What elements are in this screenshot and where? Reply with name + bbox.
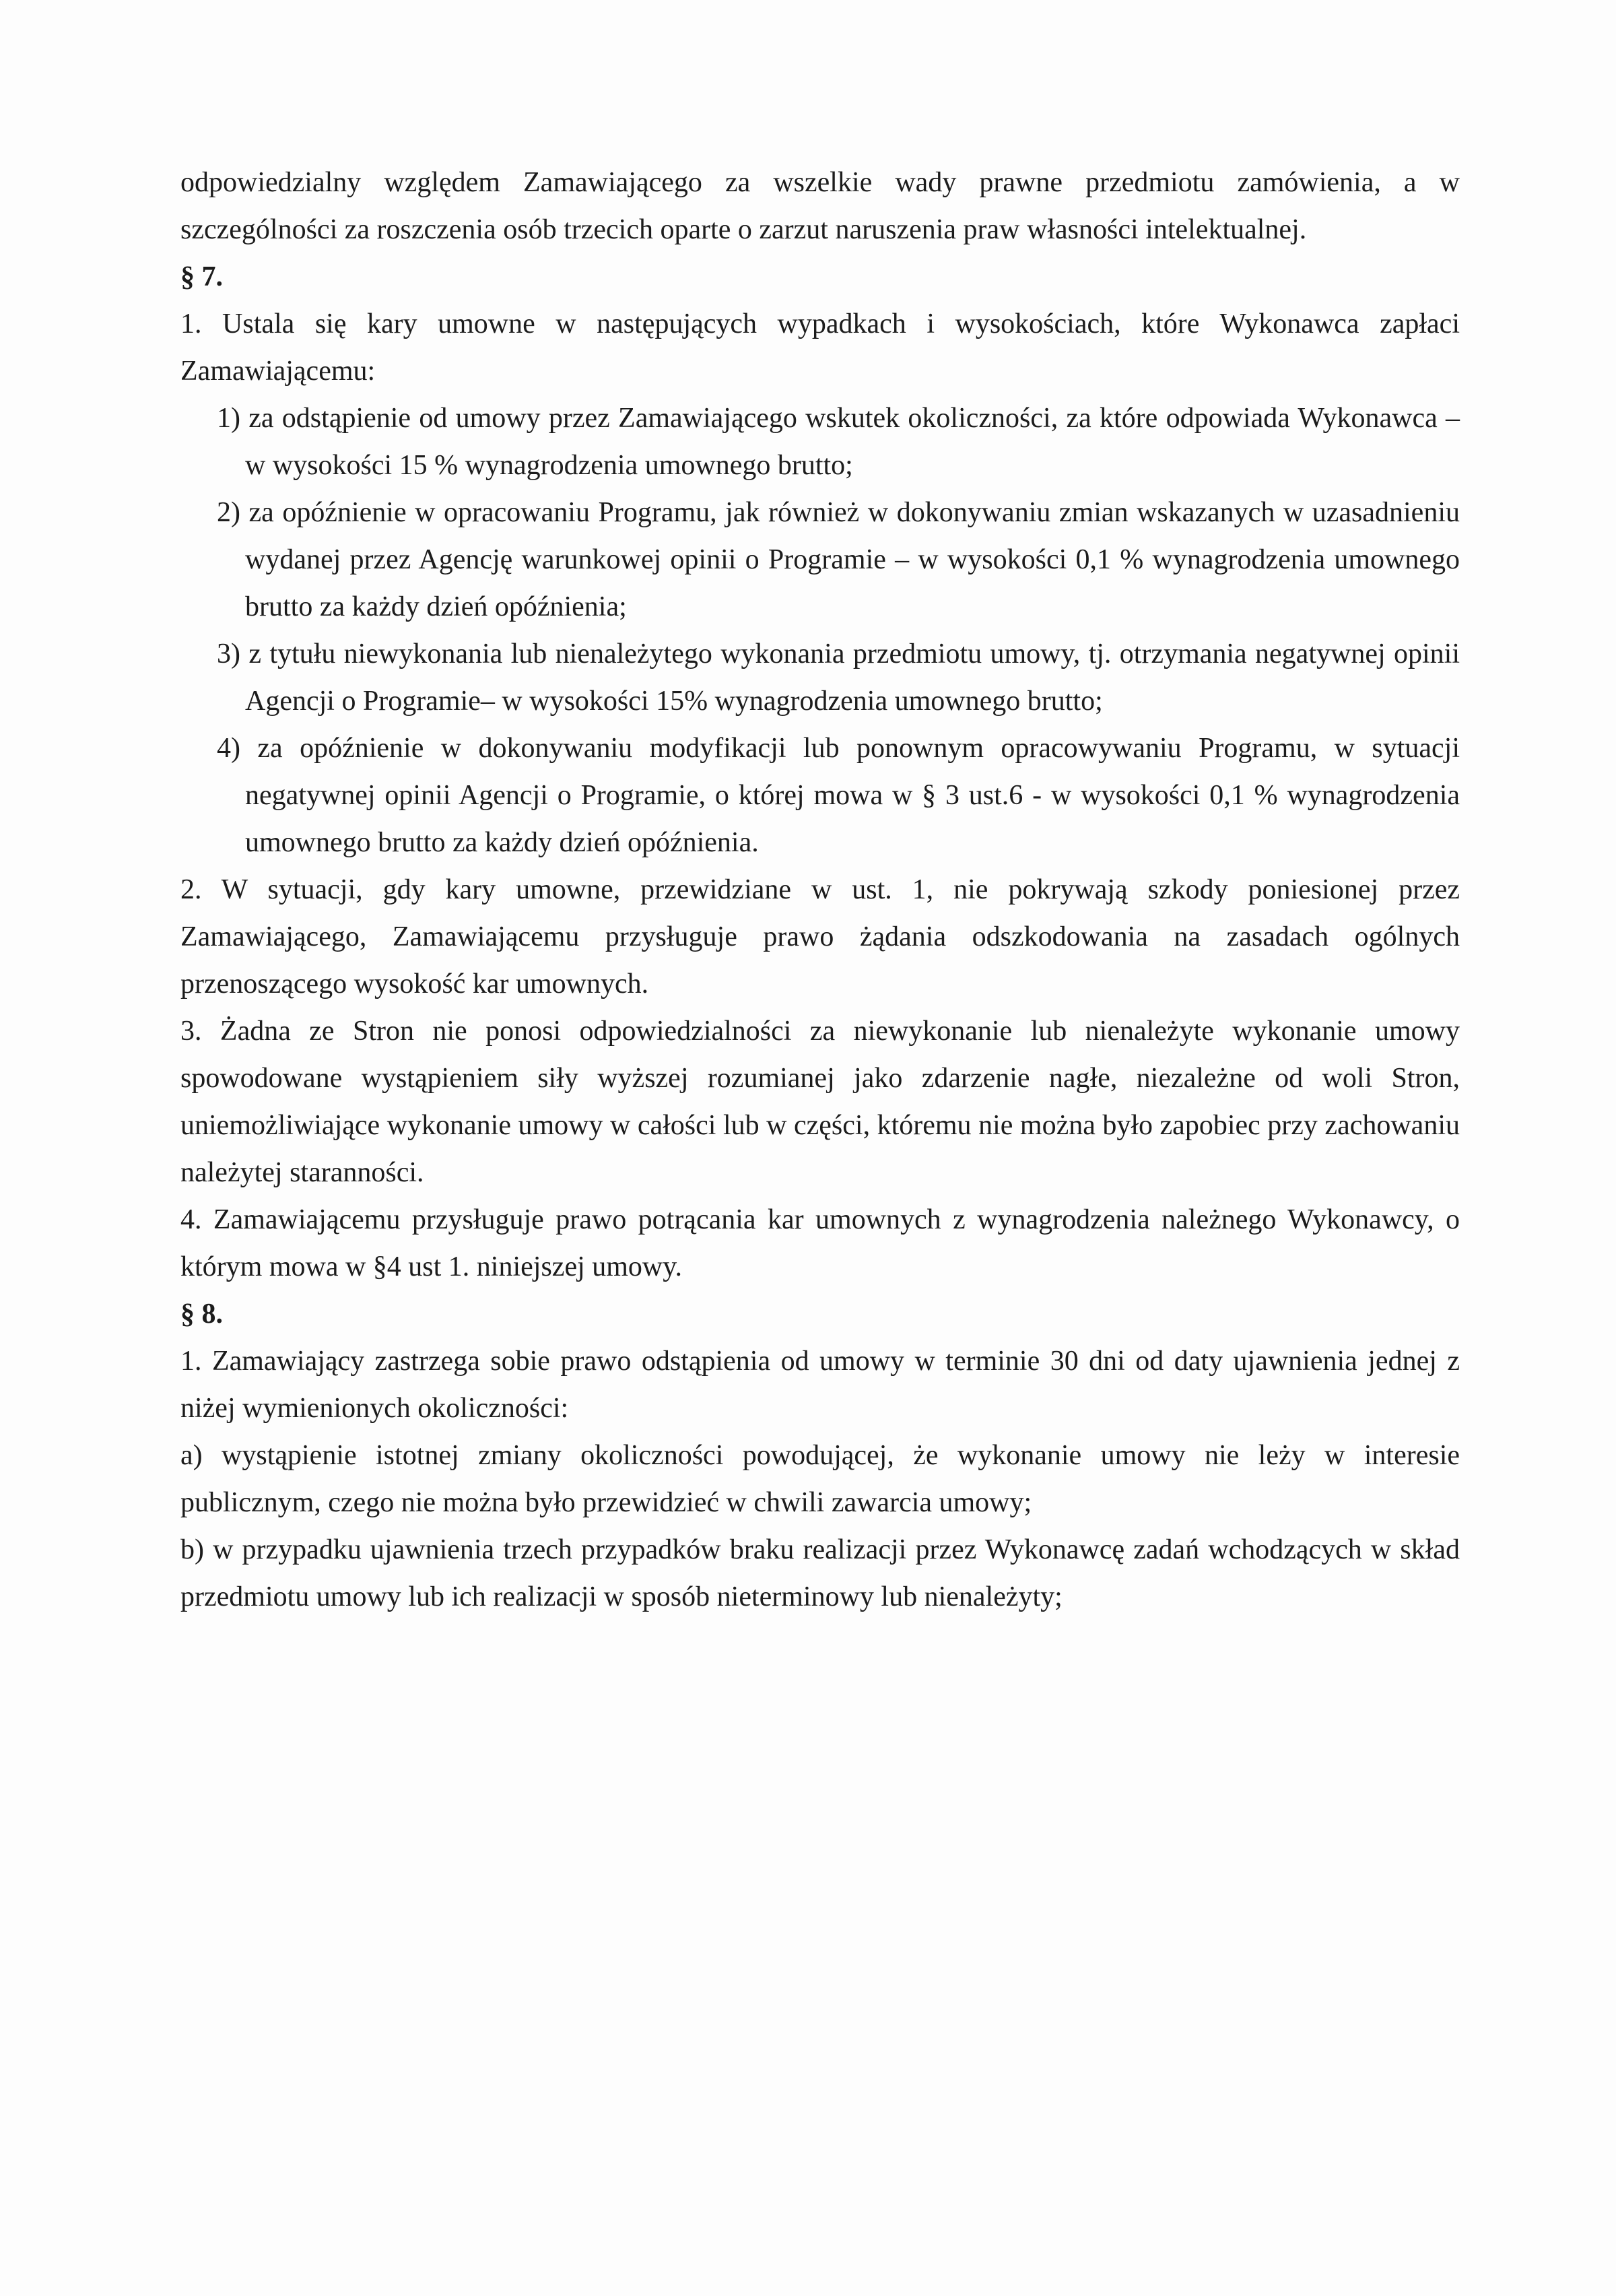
section-7-item-4: 4) za opóźnienie w dokonywaniu modyfikacji lub ponownym opracowywaniu Programu, w sytuacji negatywnej opinii Agencji o Programie, o której mowa w § 3 ust.6 - w wysokości 0,1 % wynagrodzenia umownego brutto za każdy dzień opóźnienia.	[217, 733, 1460, 858]
document-body	[180, 159, 1460, 1620]
section-8-item-a: a) wystąpienie istotnej zmiany okoliczności powodującej, że wykonanie umowy nie leży w interesie publicznym, czego nie można było przewidzieć w chwili zawarcia umowy;	[180, 1440, 1460, 1518]
section-8-heading	[180, 1290, 1460, 1338]
section-7-paragraph-1: 1. Ustala się kary umowne w następujących wypadkach i wysokościach, które Wykonawca zapłaci Zamawiającemu:	[180, 308, 1460, 387]
section-7-paragraph-2: 2. W sytuacji, gdy kary umowne, przewidziane w ust. 1, nie pokrywają szkody poniesionej przez Zamawiającego, Zamawiającemu przysługuje prawo żądania odszkodowania na zasadach ogólnych przenoszącego wysokość kar umownych.	[180, 874, 1460, 999]
section-8-heading-text: § 8.	[180, 1299, 223, 1330]
section-7-item-2: 2) za opóźnienie w opracowaniu Programu, jak również w dokonywaniu zmian wskazanych w uzasadnieniu wydanej przez Agencję warunkowej opinii o Programie – w wysokości 0,1 % wynagrodzenia umownego brutto za każdy dzień opóźnienia;	[217, 497, 1460, 622]
intro-paragraph: odpowiedzialny względem Zamawiającego za wszelkie wady prawne przedmiotu zamówienia, a w szczególności za roszczenia osób trzecich oparte o zarzut naruszenia praw własności intelektualnej.	[180, 167, 1460, 245]
section-8-paragraph-1: 1. Zamawiający zastrzega sobie prawo odstąpienia od umowy w terminie 30 dni od daty ujawnienia jednej z niżej wymienionych okoliczności:	[180, 1346, 1460, 1424]
section-7-heading-text: § 7.	[180, 261, 223, 292]
section-7-paragraph-3: 3. Żadna ze Stron nie ponosi odpowiedzialności za niewykonanie lub nienależyte wykonanie umowy spowodowane wystąpieniem siły wyższej rozumianej jako zdarzenie nagłe, niezależne od woli Stron, uniemożliwiające wykonanie umowy w całości lub w części, któremu nie można było zapobiec przy zachowaniu należytej staranności.	[180, 1016, 1460, 1188]
section-7-item-1: 1) za odstąpienie od umowy przez Zamawiającego wskutek okoliczności, za które odpowiada Wykonawca – w wysokości 15 % wynagrodzenia umownego brutto;	[217, 403, 1460, 481]
section-7-paragraph-4: 4. Zamawiającemu przysługuje prawo potrącania kar umownych z wynagrodzenia należnego Wykonawcy, o którym mowa w §4 ust 1. niniejszej umowy.	[180, 1204, 1460, 1282]
section-8-item-b: b) w przypadku ujawnienia trzech przypadków braku realizacji przez Wykonawcę zadań wchodzących w skład przedmiotu umowy lub ich realizacji w sposób nieterminowy lub nienależyty;	[180, 1534, 1460, 1612]
section-7-item-3: 3) z tytułu niewykonania lub nienależytego wykonania przedmiotu umowy, tj. otrzymania negatywnej opinii Agencji o Programie– w wysokości 15% wynagrodzenia umownego brutto;	[217, 638, 1460, 717]
section-7-heading	[180, 253, 1460, 300]
